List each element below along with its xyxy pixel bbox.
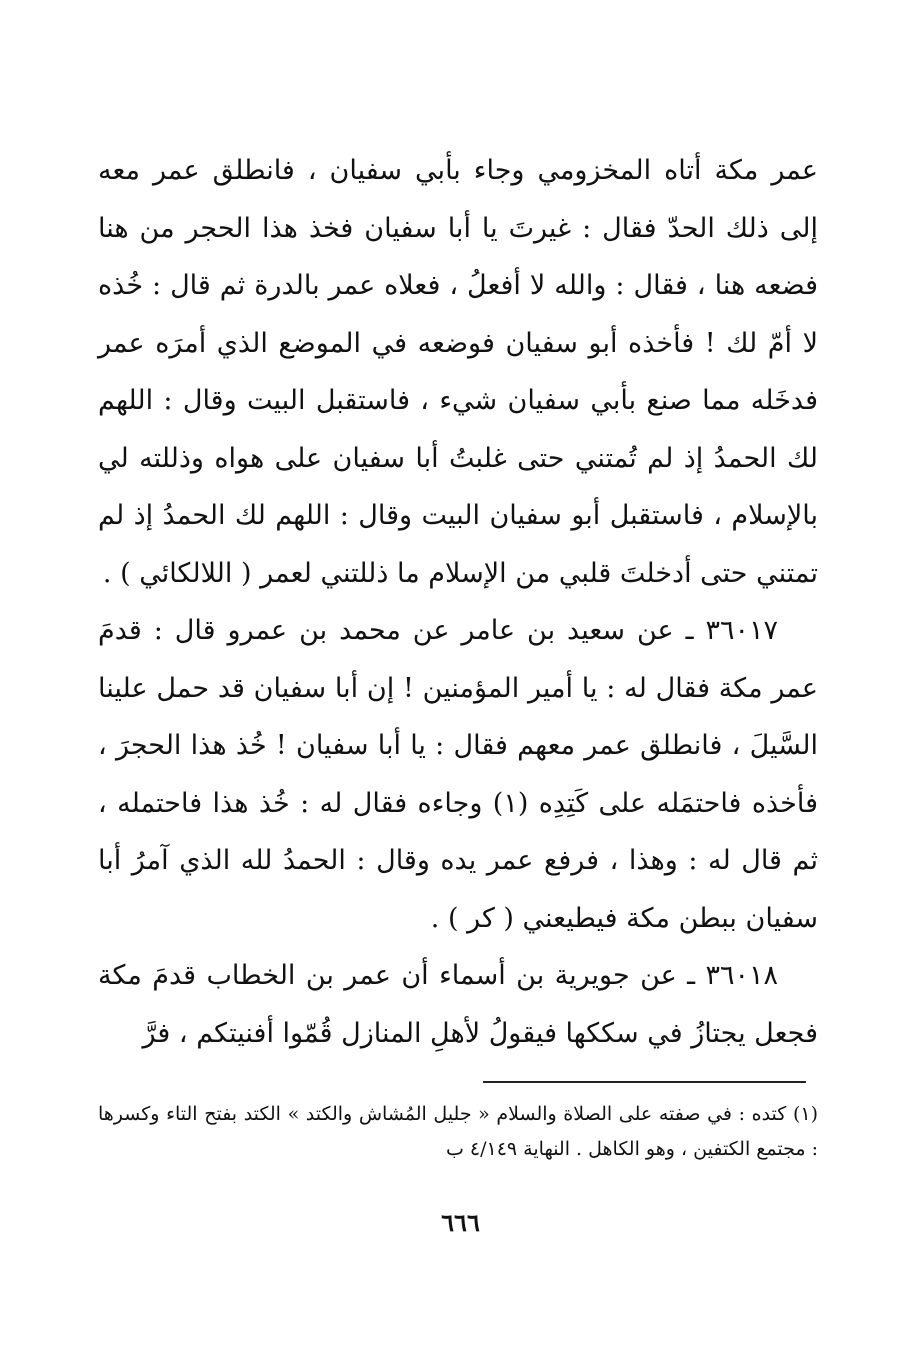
footnote-text: كتده : في صفته على الصلاة والسلام « جليل المُشاش والكتد » الكتد بفتح التاء وكسرها : مجتمع الكتفين ، وهو الكاهل . النهاية ٤/١٤٩ ب bbox=[98, 1103, 818, 1160]
paragraph-text: عن سعيد بن عامر عن محمد بن عمرو قال : قدمَ عمر مكة فقال له : يا أمير المؤمنين ! إن أبا سفيان قد حمل علينا السَّيلَ ، فانطلق عمر معهم فقال : يا أبا سفيان ! خُذ هذا الحجرَ ، فأخذه فاحتمَله على كَتِدِه (١) وجاءه فقال له : خُذ هذا فاحتمله ، ثم قال له : وهذا ، فرفع عمر يده وقال : الحمدُ لله الذي آمرُ أبا سفيان ببطن مكة فيطيعني ( كر ) . bbox=[98, 615, 819, 934]
number-separator: ـ bbox=[676, 960, 706, 991]
paragraph-hadith-36018 bbox=[98, 947, 818, 1062]
main-text bbox=[98, 142, 818, 1062]
number-separator: ـ bbox=[673, 615, 706, 646]
paragraph-continuation bbox=[98, 142, 818, 602]
page-number: ٦٦٦ bbox=[441, 1208, 480, 1237]
paragraph-hadith-36017 bbox=[98, 602, 818, 947]
paragraph-text: عن جويرية بن أسماء أن عمر بن الخطاب قدمَ مكة فجعل يجتازُ في سككها فيقولُ لأهلِ المنازل قُمّوا أفنيتكم ، فرَّ bbox=[98, 960, 818, 1049]
footnote-divider bbox=[483, 1081, 806, 1083]
hadith-number: ٣٦٠١٧ bbox=[705, 615, 778, 646]
footnote-marker: (١) bbox=[792, 1103, 818, 1125]
footnote bbox=[98, 1097, 818, 1167]
paragraph-text: عمر مكة أتاه المخزومي وجاء بأبي سفيان ، فانطلق عمر معه إلى ذلك الحدّ فقال : غيرتَ يا أبا سفيان فخذ هذا الحجر من هنا فضعه هنا ، فقال : والله لا أفعلُ ، فعلاه عمر بالدرة ثم قال : خُذه لا أمّ لك ! فأخذه أبو سفيان فوضعه في الموضع الذي أمرَه عمر فدخَله مما صنع بأبي سفيان شيء ، فاستقبل البيت وقال : اللهم لك الحمدُ إذ لم تُمتني حتى غلبتُ أبا سفيان على هواه وذللته لي بالإسلام ، فاستقبل أبو سفيان البيت وقال : اللهم لك الحمدُ إذ لم تمتني حتى أدخلتَ قلبي من الإسلام ما ذللتني لعمر ( اللالكائي ) . bbox=[98, 155, 818, 589]
hadith-number: ٣٦٠١٨ bbox=[705, 960, 778, 991]
